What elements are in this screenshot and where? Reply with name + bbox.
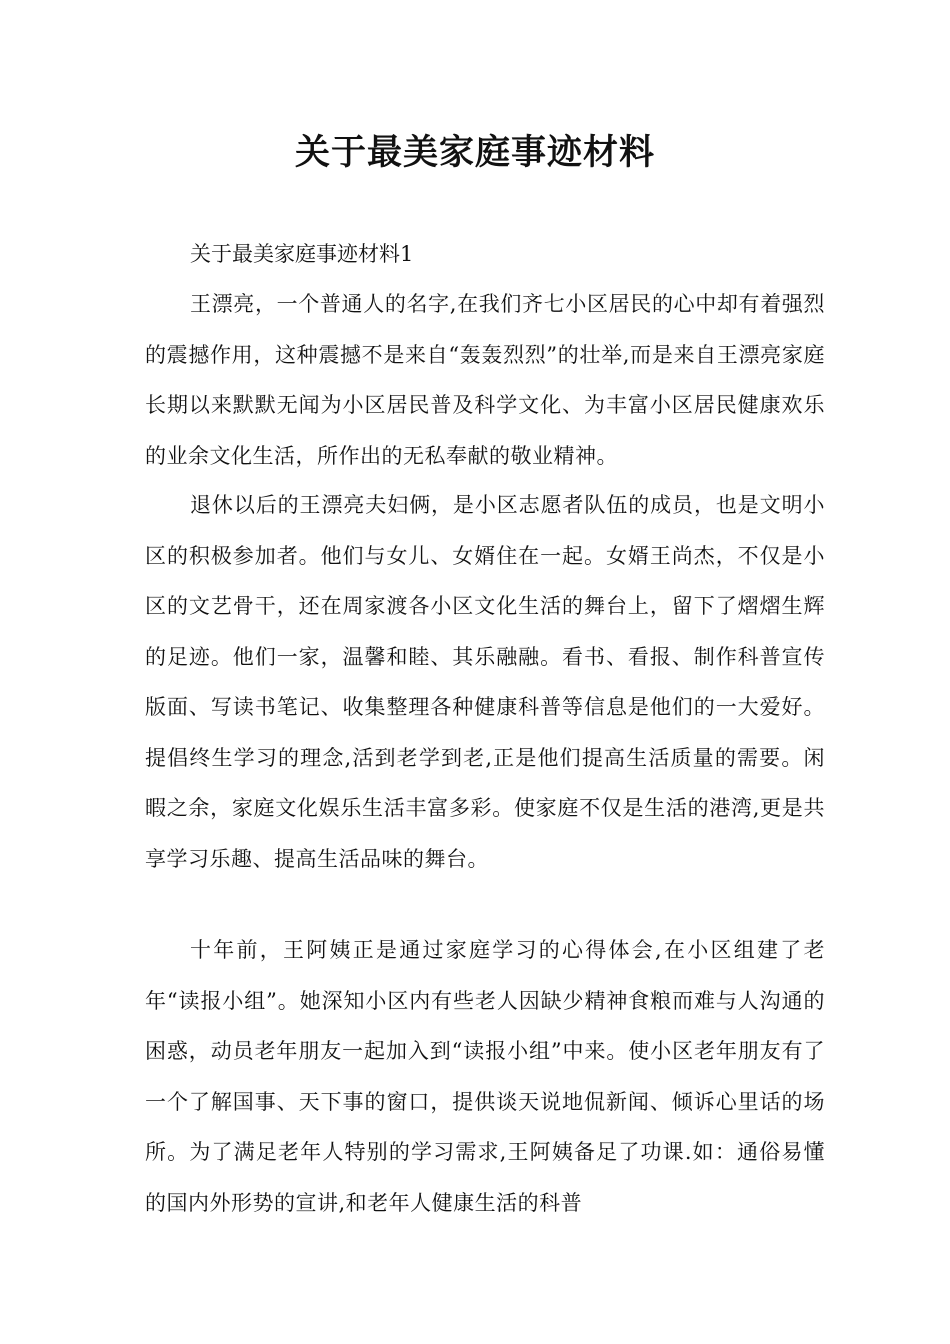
paragraph-3: 十年前，王阿姨正是通过家庭学习的心得体会,在小区组建了老年“读报小组”。她深知小区内有些老人因缺少精神食粮而难与人沟通的困惑，动员老年朋友一起加入到“读报小组”中来。使小区老年朋友有了一个了解国事、天下事的窗口，提供谈天说地侃新闻、倾诉心里话的场所。为了满足老年人特别的学习需求,王阿姨备足了功课.如：通俗易懂的国内外形势的宣讲,和老年人健康生活的科普: [145, 938, 825, 1215]
section-subtitle: 关于最美家庭事迹材料1: [190, 242, 414, 266]
paragraph-2: 退休以后的王漂亮夫妇俩，是小区志愿者队伍的成员，也是文明小区的积极参加者。他们与女儿、女婿住在一起。女婿王尚杰，不仅是小区的文艺骨干，还在周家渡各小区文化生活的舞台上，留下了熠熠生辉的足迹。他们一家，温馨和睦、其乐融融。看书、看报、制作科普宣传版面、写读书笔记、收集整理各种健康科普等信息是他们的一大爱好。提倡终生学习的理念,活到老学到老,正是他们提高生活质量的需要。闲暇之余，家庭文化娱乐生活丰富多彩。使家庭不仅是生活的港湾,更是共享学习乐趣、提高生活品味的舞台。: [145, 493, 825, 871]
paragraph-1: 王漂亮，一个普通人的名字,在我们齐七小区居民的心中却有着强烈的震撼作用，这种震撼不是来自“轰轰烈烈”的壮举,而是来自王漂亮家庭长期以来默默无闻为小区居民普及科学文化、为丰富小区居民健康欢乐的业余文化生活，所作出的无私奉献的敬业精神。: [145, 292, 825, 468]
document-title: 关于最美家庭事迹材料: [294, 132, 655, 173]
